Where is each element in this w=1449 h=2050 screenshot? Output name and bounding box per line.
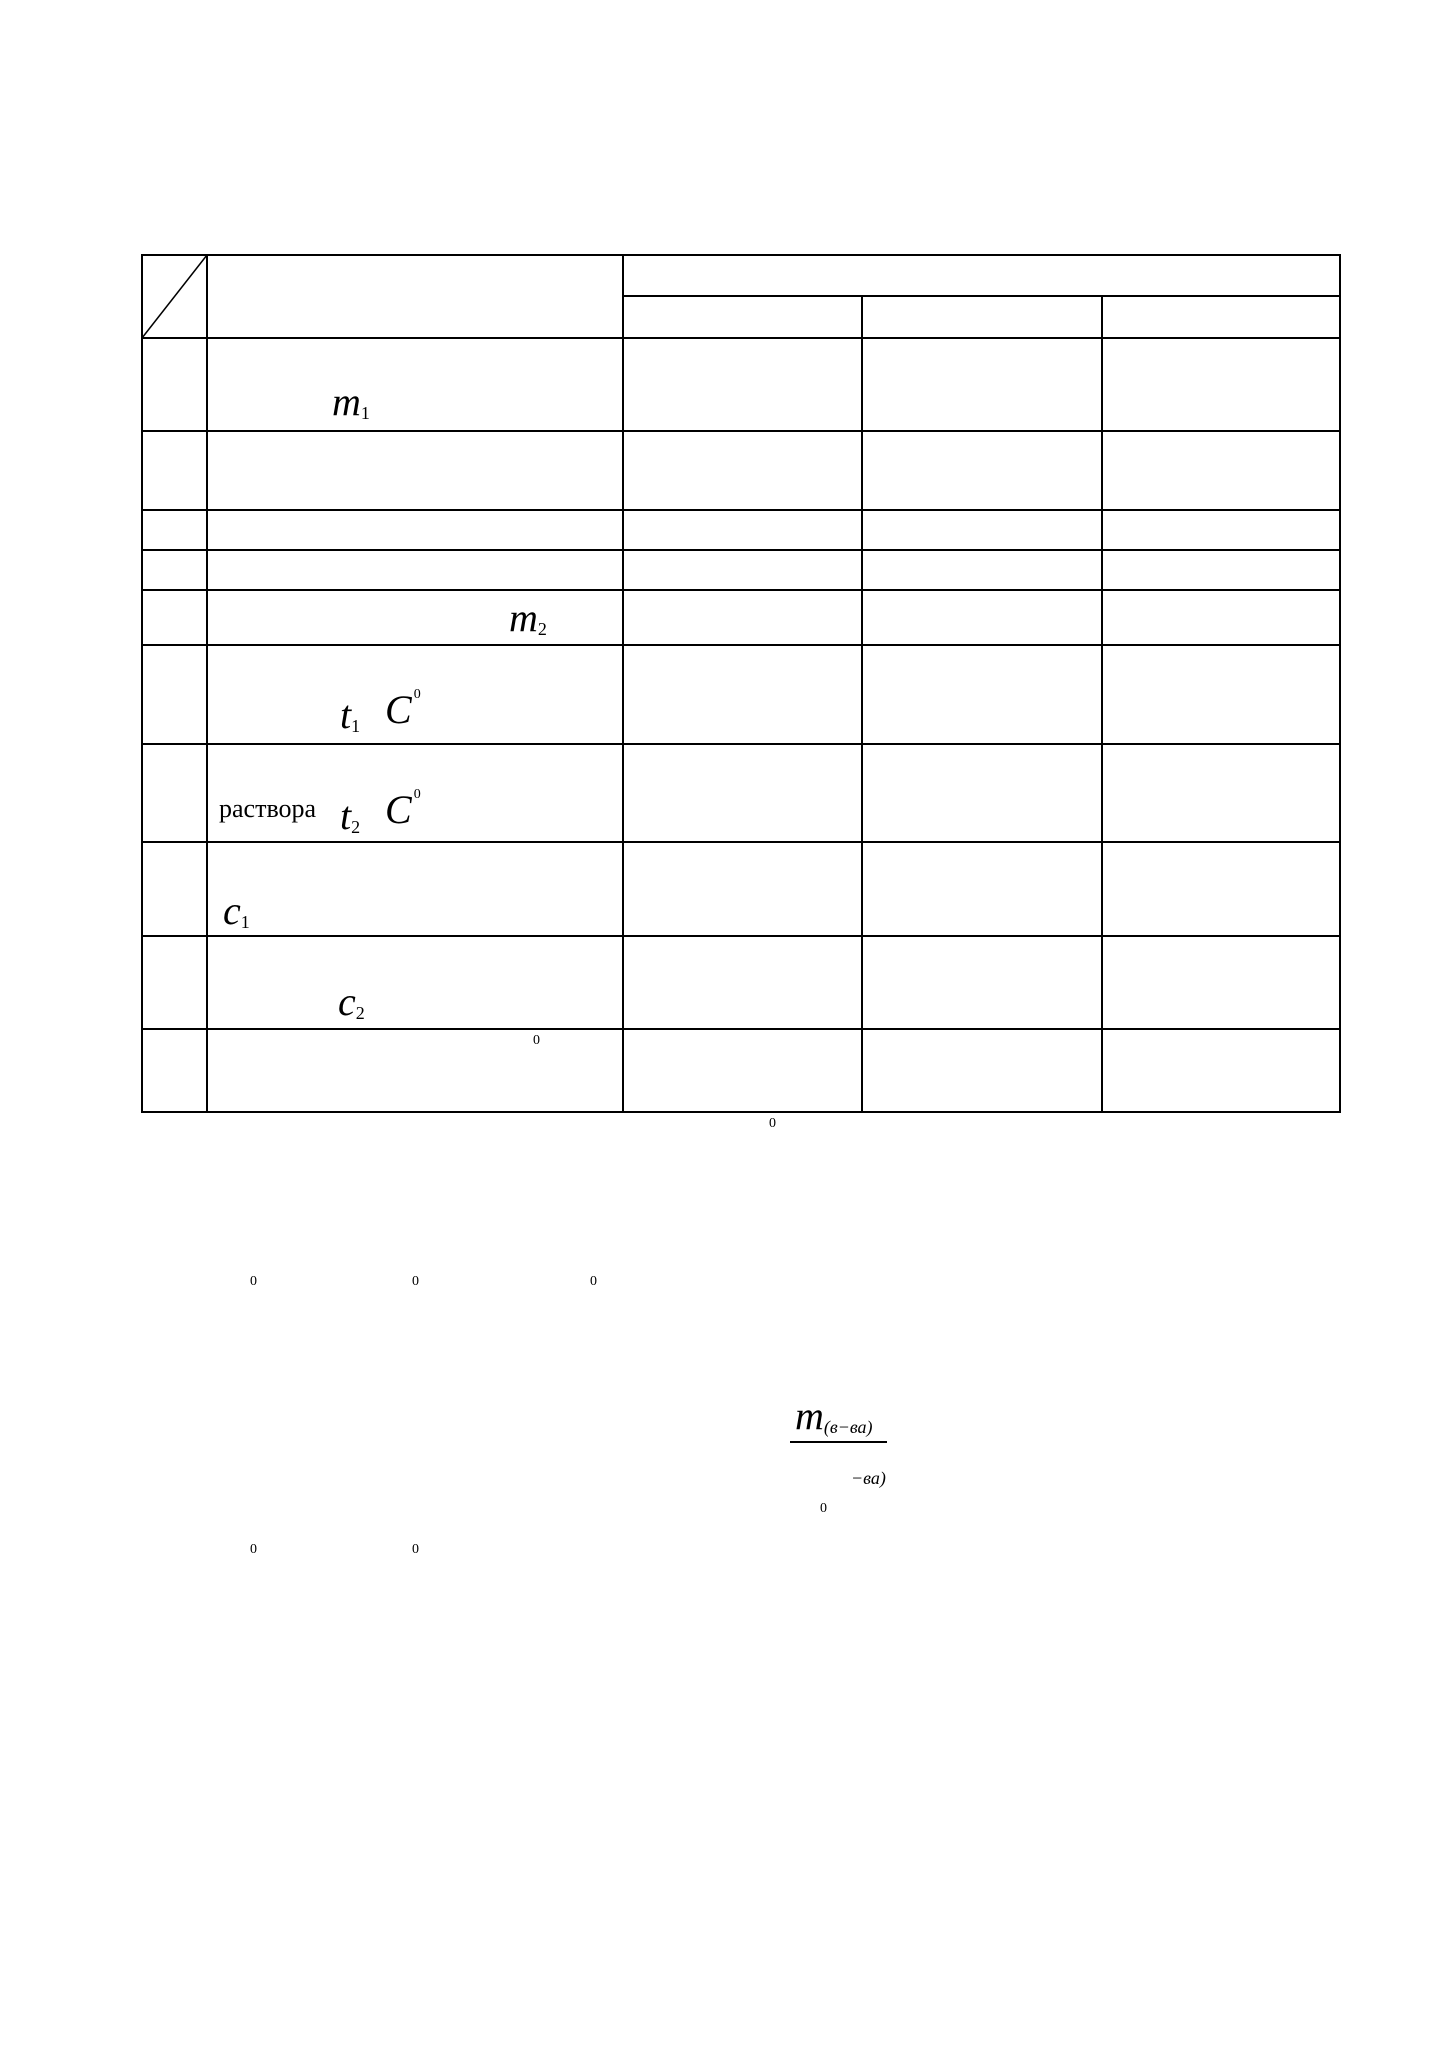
table-col-line — [622, 254, 624, 1113]
table-row-line — [141, 337, 1341, 339]
table-row-line — [141, 935, 1341, 937]
table-border-bottom — [141, 1111, 1341, 1113]
table-row-line — [141, 430, 1341, 432]
table-border-right — [1339, 254, 1341, 1113]
table-header-divider — [622, 295, 1341, 297]
table-col-line — [206, 254, 208, 1113]
row-9-symbol: c2 — [338, 979, 365, 1024]
zero-marker: 0 — [250, 1542, 257, 1557]
formula-zero: 0 — [820, 1501, 827, 1516]
table-row-line — [141, 1028, 1341, 1030]
table-col-line — [1101, 295, 1103, 1113]
zero-marker: 0 — [250, 1274, 257, 1289]
row-6-symbol: t1 — [340, 692, 361, 737]
formula-fragment: −ва) — [851, 1468, 886, 1488]
row-5-symbol: m2 — [509, 595, 547, 640]
header-diagonal-line — [141, 254, 208, 339]
table-row-line — [141, 743, 1341, 745]
table-row-line — [141, 509, 1341, 511]
table-row-line — [141, 644, 1341, 646]
zero-marker: 0 — [590, 1274, 597, 1289]
table-row-line — [141, 549, 1341, 551]
row-7-prefix: раствора — [219, 794, 317, 823]
zero-marker: 0 — [412, 1542, 419, 1557]
row-1-symbol: m1 — [332, 379, 370, 424]
table-row-line — [141, 841, 1341, 843]
zero-below-table: 0 — [769, 1116, 776, 1131]
table-border-top — [141, 254, 1341, 256]
row-10-zero: 0 — [533, 1033, 540, 1048]
fraction-bar — [790, 1441, 887, 1443]
row-8-symbol: c1 — [223, 888, 250, 933]
table-col-line — [861, 295, 863, 1113]
zero-marker: 0 — [412, 1274, 419, 1289]
table-row-line — [141, 589, 1341, 591]
row-7-unit: C $^0$ — [385, 787, 421, 832]
table-border-left — [141, 254, 143, 1113]
formula-numerator: m(в−ва) — [795, 1393, 873, 1438]
row-7-symbol: t2 — [340, 793, 361, 838]
row-6-unit: C $^0$ — [385, 687, 421, 732]
